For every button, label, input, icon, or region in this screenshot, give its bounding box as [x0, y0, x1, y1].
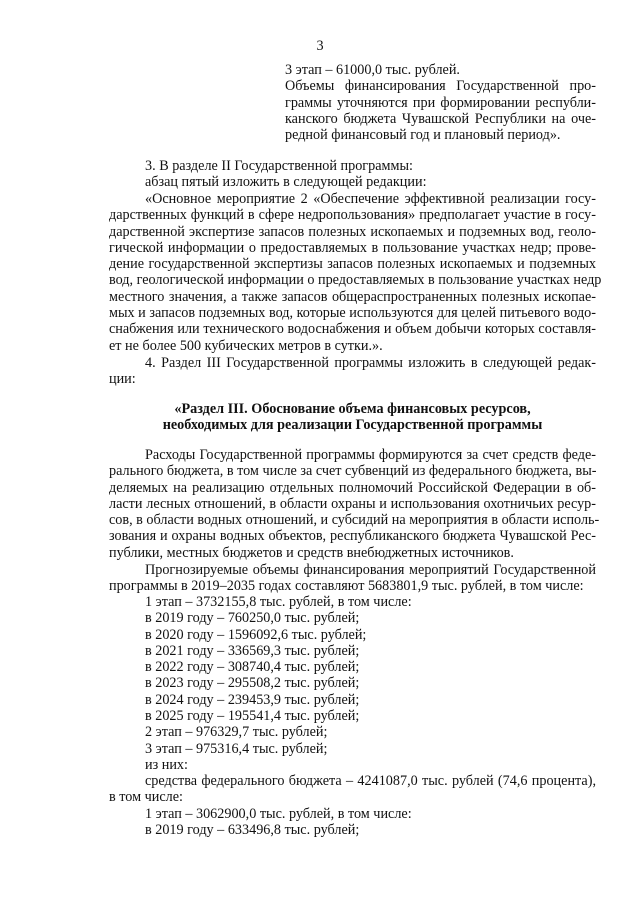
- text-line: 3 этап – 61000,0 тыс. рублей.: [285, 62, 460, 78]
- text-line: дарственных функций в сфере недропользования» предполагает участие в госу-: [109, 207, 596, 224]
- text-line: 4. Раздел III Государственной программы изложить в следующей редак-: [145, 355, 596, 371]
- text-line: Расходы Государственной программы формируются за счет средств феде-: [145, 447, 596, 463]
- text-line: ласти лесных отношений, в области охраны и использования охотничьих ресур-: [109, 495, 596, 512]
- list-item: в 2019 году – 633496,8 тыс. рублей;: [145, 822, 360, 839]
- text-line: гической информации о предоставляемых в пользование участках недр; прове-: [109, 239, 596, 256]
- top-block: [285, 62, 596, 143]
- text-line: ции:: [109, 371, 136, 388]
- text-line: редной финансовый год и плановый период».: [285, 127, 561, 144]
- text-line: мых и запасов подземных вод, которые используются для целей питьевого водо-: [109, 305, 596, 322]
- item-3: [109, 158, 596, 191]
- text-line: снабжения или технического водоснабжения и объем добычи которых составля-: [109, 321, 596, 338]
- list-item: в 2020 году – 1596092,6 тыс. рублей;: [145, 626, 367, 643]
- section-heading: [109, 401, 596, 434]
- text-line: Прогнозируемые объемы финансирования мероприятий Государственной: [145, 562, 596, 578]
- list-item: 2 этап – 976329,7 тыс. рублей;: [145, 724, 328, 741]
- text-line: местного значения, а также запасов общераспространенных полезных ископае-: [109, 288, 596, 305]
- text-line: Объемы финансирования Государственной про-: [285, 78, 596, 95]
- item-3-subtitle: абзац пятый изложить в следующей редакции:: [145, 174, 427, 191]
- list-item: 1 этап – 3062900,0 тыс. рублей, в том числе:: [145, 806, 412, 822]
- text-line: программы в 2019–2035 годах составляют 5683801,9 тыс. рублей, в том числе:: [109, 578, 584, 595]
- list-item: в 2021 году – 336569,3 тыс. рублей;: [145, 642, 360, 659]
- text-line: ет не более 500 кубических метров в сутки.».: [109, 337, 383, 354]
- list-item: в 2019 году – 760250,0 тыс. рублей;: [145, 610, 360, 627]
- page-number: 3: [316, 38, 324, 54]
- text-line: канского бюджета Чувашской Республики на оче-: [285, 110, 596, 127]
- text-line: дарственной экспертизе запасов полезных ископаемых и подземных вод, геоло-: [109, 223, 596, 240]
- heading-line: «Раздел III. Обоснование объема финансовых ресурсов,: [174, 401, 531, 417]
- heading-line: необходимых для реализации Государственной программы: [162, 417, 543, 434]
- quote-paragraph: [109, 191, 602, 354]
- text-line: сов, в области водных отношений, и субсидий на мероприятия в области исполь-: [109, 512, 600, 529]
- text-line: граммы уточняются при формировании республи-: [285, 94, 596, 111]
- federal-paragraph: [109, 773, 596, 806]
- list-item: в 2023 году – 295508,2 тыс. рублей;: [145, 675, 360, 692]
- text-line: дение государственной экспертизы запасов полезных ископаемых и подземных: [109, 256, 596, 273]
- item-3-title: 3. В разделе II Государственной программы:: [145, 158, 413, 174]
- text-line: зования и охраны водных объектов, республиканского бюджета Чувашской Рес-: [109, 528, 596, 545]
- list-item: в 2022 году – 308740,4 тыс. рублей;: [145, 659, 360, 676]
- text-line: средства федерального бюджета – 4241087,0 тыс. рублей (74,6 процента),: [145, 773, 596, 789]
- text-line: в том числе:: [109, 789, 183, 806]
- list-item: в 2024 году – 239453,9 тыс. рублей;: [145, 691, 360, 708]
- list-item: в 2025 году – 195541,4 тыс. рублей;: [145, 708, 360, 725]
- text-line: публики, местных бюджетов и средств внебюджетных источников.: [109, 544, 514, 561]
- federal-list: [109, 806, 596, 839]
- list-item: 3 этап – 975316,4 тыс. рублей;: [145, 740, 328, 757]
- forecast-paragraph: [109, 562, 596, 595]
- text-line: рального бюджета, в том числе за счет субвенций из федерального бюджета, вы-: [109, 463, 597, 480]
- list-item: 1 этап – 3732155,8 тыс. рублей, в том числе:: [145, 594, 412, 610]
- text-line: «Основное мероприятие 2 «Обеспечение эффективной реализации госу-: [145, 191, 596, 207]
- stage-list: [109, 594, 596, 773]
- text-line: вод, геологической информации о предоставляемых в пользование участках недр: [109, 272, 602, 289]
- text-line: деляемых на реализацию отдельных полномочий Российской Федерации в об-: [109, 479, 596, 496]
- expenses-paragraph: [109, 447, 600, 561]
- item-4: [109, 355, 596, 388]
- list-item: из них:: [145, 756, 188, 773]
